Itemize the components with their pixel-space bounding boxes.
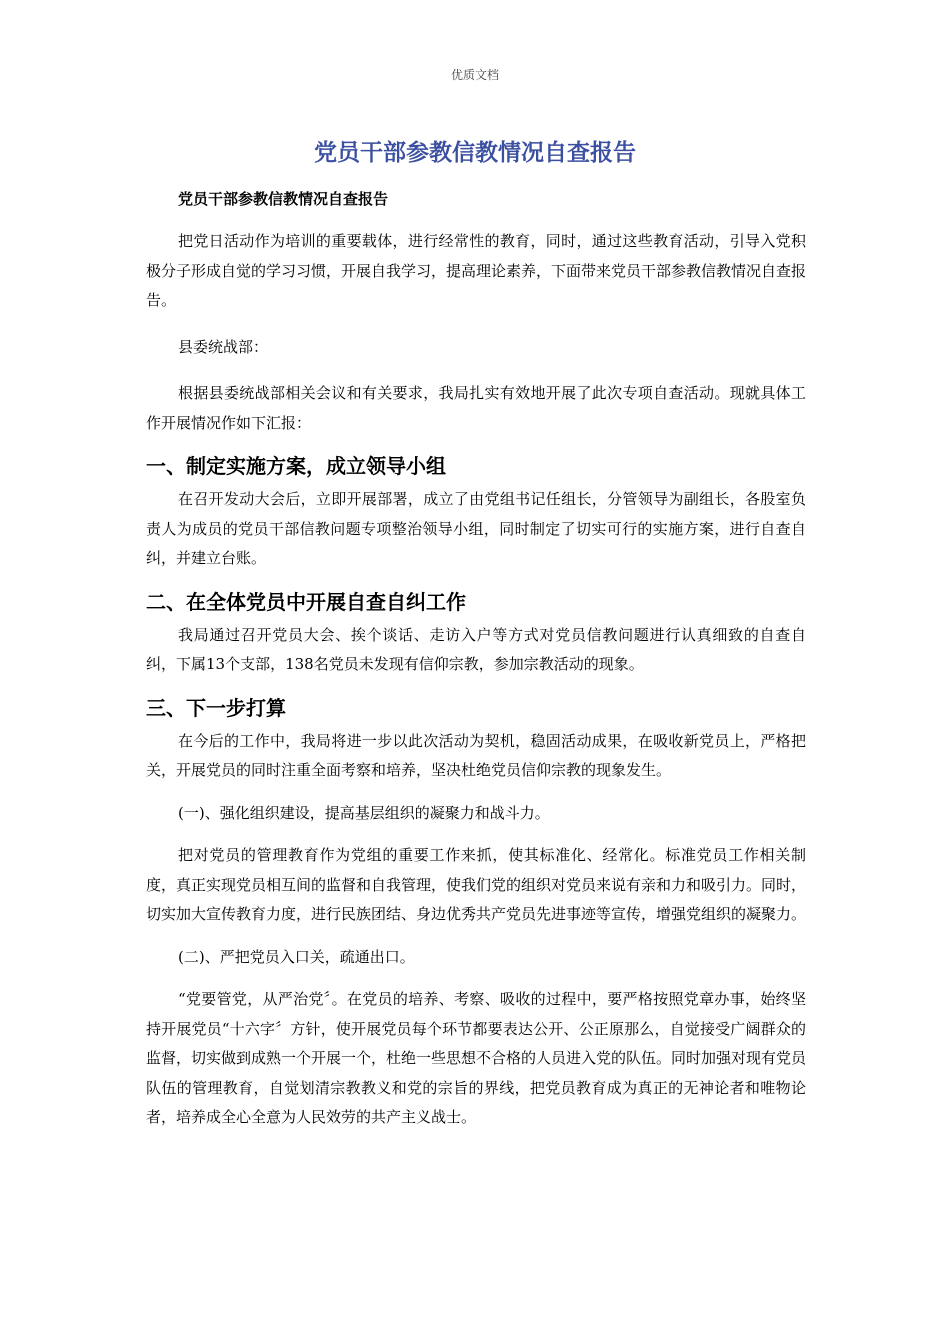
salutation: 县委统战部： bbox=[178, 337, 269, 356]
subsection-heading-2: (二)、严把党员入口关，疏通出口。 bbox=[178, 947, 415, 966]
document-subtitle: 党员干部参教信教情况自查报告 bbox=[178, 190, 389, 208]
opening-paragraph: 根据县委统战部相关会议和有关要求，我局扎实有效地开展了此次专项自查活动。现就具体工作开展情况作如下汇报： bbox=[146, 384, 806, 432]
document-body bbox=[146, 188, 806, 1133]
document-title: 党员干部参教信教情况自查报告 bbox=[314, 140, 636, 166]
section-heading-1: 一、制定实施方案，成立领导小组 bbox=[146, 454, 446, 478]
section-heading-3: 三、下一步打算 bbox=[146, 695, 286, 720]
section-body-3: 在今后的工作中，我局将进一步以此次活动为契机，稳固活动成果，在吸收新党员上，严格把关，开展党员的同时注重全面考察和培养，坚决杜绝党员信仰宗教的现象发生。 bbox=[146, 731, 806, 779]
subsection-heading-1: (一)、强化组织建设，提高基层组织的凝聚力和战斗力。 bbox=[178, 803, 550, 822]
subsection-body-1: 把对党员的管理教育作为党组的重要工作来抓，使其标准化、经常化。标准党员工作相关制度，真正实现党员相互间的监督和自我管理，使我们党的组织对党员来说有亲和力和吸引力。同时，切实加大宣传教育力度，进行民族团结、身边优秀共产党员先进事迹等宣传，增强党组织的凝聚力。 bbox=[146, 846, 807, 923]
section-heading-2: 二、在全体党员中开展自查自纠工作 bbox=[146, 589, 466, 614]
intro-paragraph: 把党日活动作为培训的重要载体，进行经常性的教育，同时，通过这些教育活动，引导入党积极分子形成自觉的学习习惯，开展自我学习，提高理论素养，下面带来党员干部参教信教情况自查报告。 bbox=[146, 232, 807, 309]
subsection-body-2: “党要管党，从严治党〞。在党员的培养、考察、吸收的过程中，要严格按照党章办事，始终坚持开展党员“十六字〞方针，使开展党员每个环节都要表达公开、公正原那么，自觉接受广阔群众的监督，切实做到成熟一个开展一个，杜绝一些思想不合格的人员进入党的队伍。同时加强对现有党员队伍的管理教育，自觉划清宗教教义和党的宗旨的界线，把党员教育成为真正的无神论者和唯物论者，培养成全心全意为人民效劳的共产主义战士。 bbox=[146, 990, 807, 1126]
page-header: 优质文档 bbox=[450, 68, 499, 82]
section-body-1: 在召开发动大会后，立即开展部署，成立了由党组书记任组长，分管领导为副组长，各股室负责人为成员的党员干部信教问题专项整治领导小组，同时制定了切实可行的实施方案，进行自查自纠，并建立台账。 bbox=[146, 490, 806, 567]
section-body-2: 我局通过召开党员大会、挨个谈话、走访入户等方式对党员信教问题进行认真细致的自查自纠，下属13个支部，138名党员未发现有信仰宗教，参加宗教活动的现象。 bbox=[146, 625, 806, 673]
